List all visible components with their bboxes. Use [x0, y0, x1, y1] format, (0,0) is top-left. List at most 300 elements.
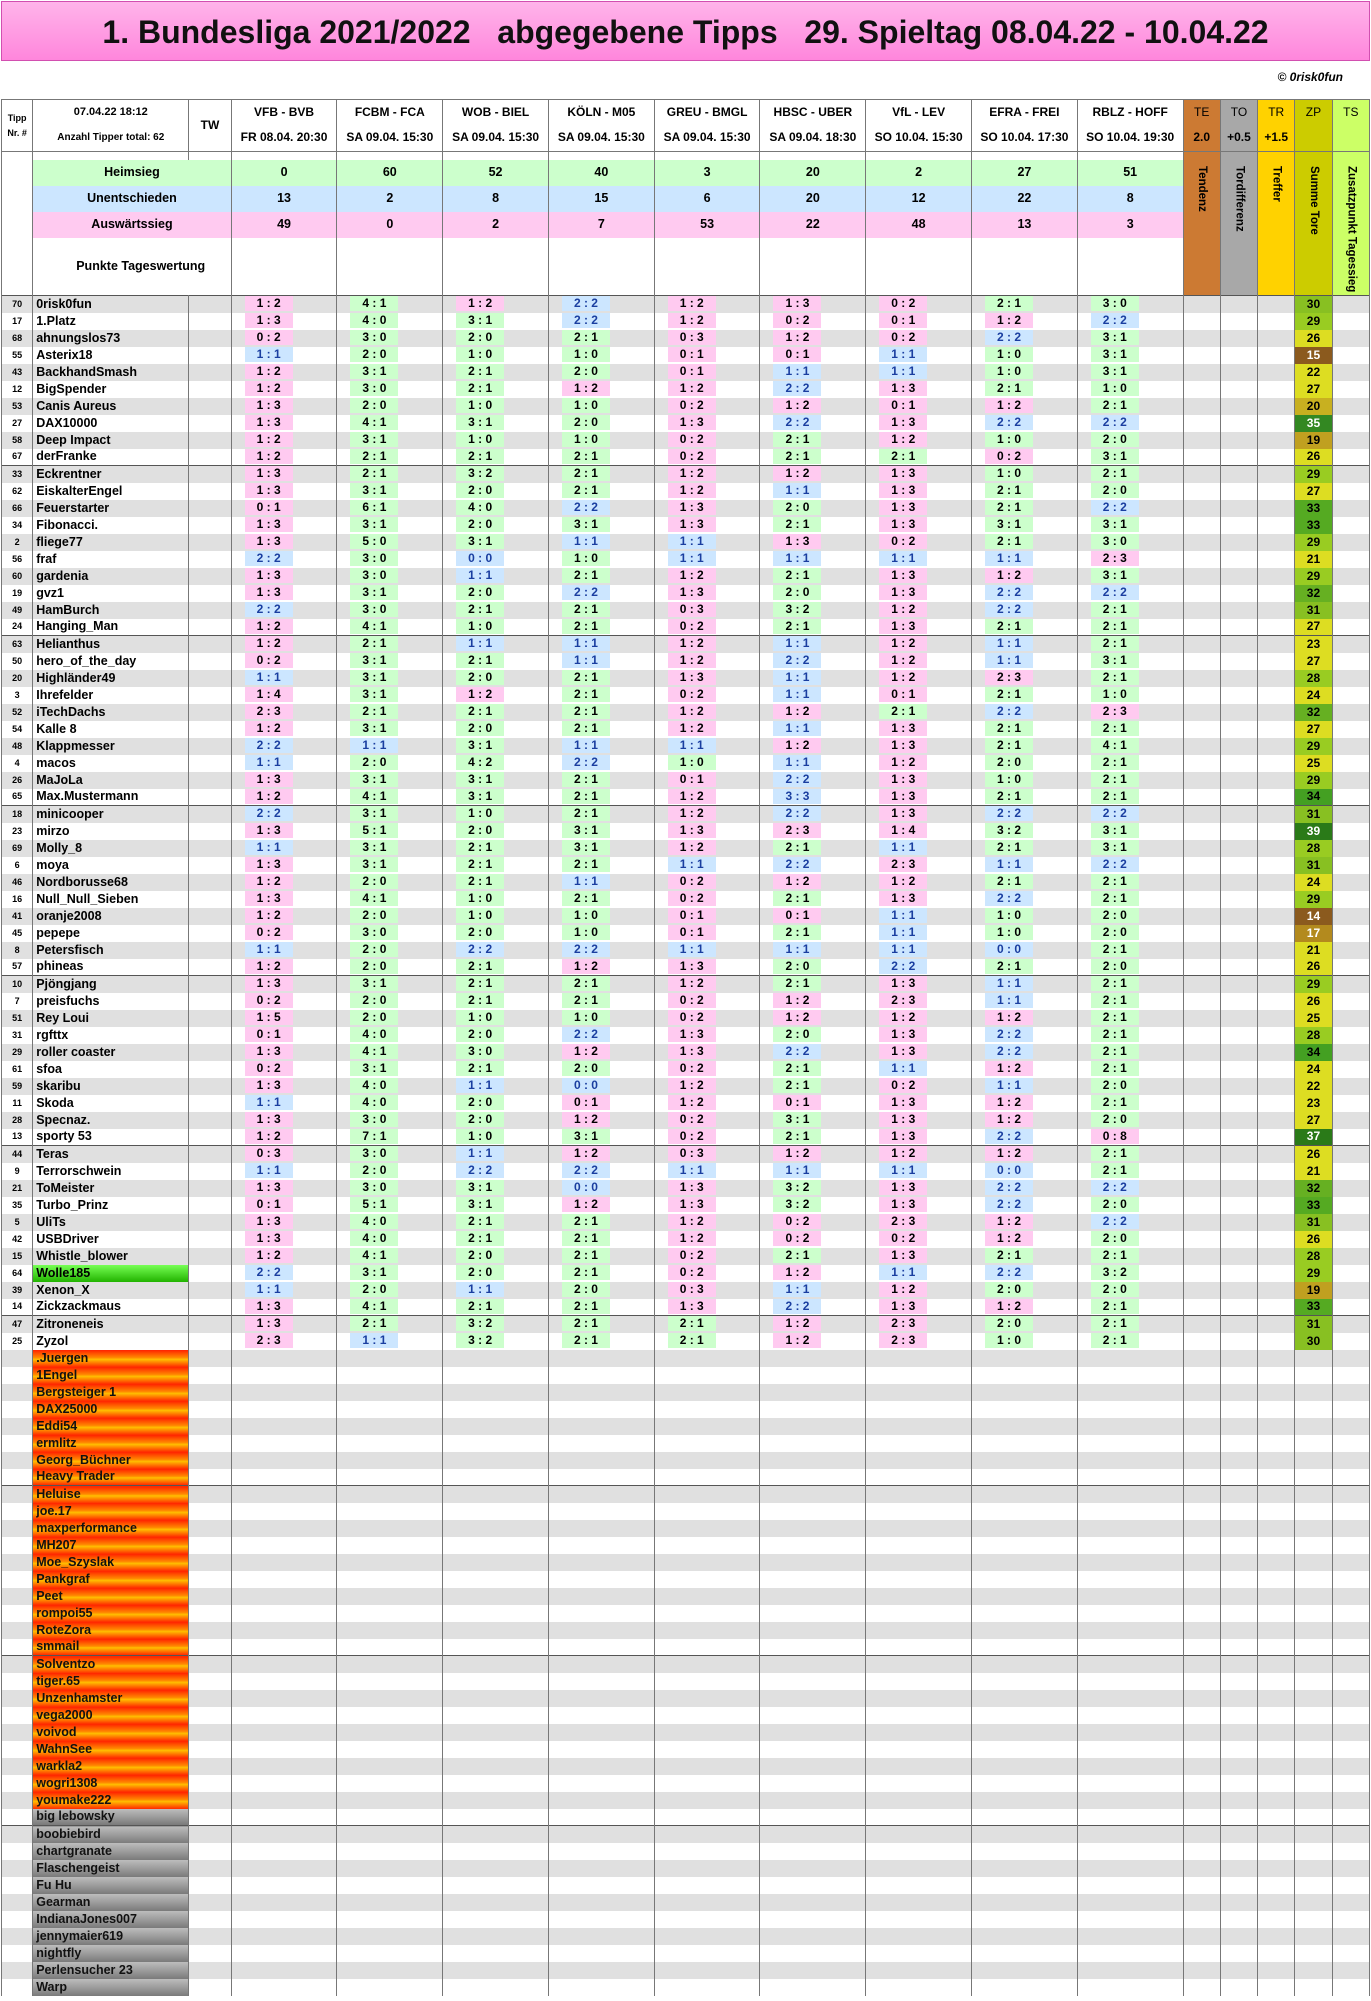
tip-score: 2 : 0	[1091, 1231, 1139, 1246]
zp-score: 31	[1295, 806, 1332, 823]
table-row-missing	[2, 1894, 1370, 1911]
tipper-name: fraf	[33, 551, 189, 568]
table-row	[2, 789, 1370, 806]
tip-score: 2 : 0	[350, 874, 398, 889]
tip-score: 1 : 1	[773, 670, 821, 685]
tip-score: 1 : 3	[245, 1214, 293, 1229]
tipper-name: Xenon_X	[33, 1282, 189, 1299]
tip-score: 2 : 1	[562, 483, 610, 498]
tip-score: 2 : 1	[1091, 789, 1139, 804]
tip-score: 2 : 3	[245, 704, 293, 719]
tip-score: 1 : 1	[773, 551, 821, 566]
tip-score: 2 : 1	[1091, 772, 1139, 787]
tip-score: 1 : 3	[668, 517, 716, 532]
table-row-missing	[2, 1843, 1370, 1860]
tip-score: 1 : 2	[773, 874, 821, 889]
tip-score: 1 : 0	[456, 1129, 504, 1144]
tip-score: 0 : 0	[562, 1078, 610, 1093]
table-row	[2, 840, 1370, 857]
tipper-name: MH207	[33, 1537, 189, 1554]
tip-score: 3 : 0	[350, 381, 398, 396]
tip-score: 1 : 1	[879, 908, 927, 923]
tip-score: 1 : 2	[668, 806, 716, 821]
tip-score: 3 : 1	[562, 823, 610, 838]
tip-score: 2 : 2	[562, 296, 610, 311]
tip-score: 1 : 2	[985, 313, 1033, 328]
tip-score: 2 : 1	[985, 959, 1033, 974]
tip-score: 1 : 3	[879, 738, 927, 753]
zp-score: 29	[1295, 976, 1332, 993]
bonus-value-te: 2.0	[1183, 125, 1220, 152]
table-row-missing	[2, 1707, 1370, 1724]
tip-score: 4 : 0	[350, 1214, 398, 1229]
tip-score: 2 : 1	[1091, 1163, 1139, 1178]
tip-score: 2 : 1	[985, 500, 1033, 515]
tip-score: 0 : 2	[773, 313, 821, 328]
stat-value: 60	[337, 160, 443, 186]
tipp-nr: 29	[2, 1044, 33, 1061]
tip-score: 1 : 2	[562, 1112, 610, 1127]
tip-score: 2 : 2	[985, 891, 1033, 906]
stat-value: 0	[231, 160, 337, 186]
tip-score: 3 : 1	[1091, 823, 1139, 838]
zp-score: 33	[1295, 500, 1332, 517]
table-row	[2, 500, 1370, 517]
zp-score: 27	[1295, 483, 1332, 500]
zp-score: 31	[1295, 1316, 1332, 1333]
tip-score: 2 : 1	[985, 840, 1033, 855]
tipper-name: Skoda	[33, 1095, 189, 1112]
table-row-missing	[2, 1775, 1370, 1792]
stat-label-heim: Heimsieg	[33, 160, 231, 186]
zp-score: 31	[1295, 857, 1332, 874]
tip-score: 3 : 0	[350, 1180, 398, 1195]
zp-score: 32	[1295, 585, 1332, 602]
table-row	[2, 976, 1370, 993]
table-row	[2, 347, 1370, 364]
zp-score: 29	[1295, 738, 1332, 755]
stat-value: 53	[654, 212, 760, 238]
tipp-nr-header: Tipp Nr. #	[2, 100, 33, 152]
tip-score: 1 : 3	[668, 585, 716, 600]
tip-score: 1 : 3	[668, 1197, 716, 1212]
tipp-nr: 42	[2, 1231, 33, 1248]
tip-score: 2 : 2	[985, 415, 1033, 430]
tip-score: 2 : 1	[562, 602, 610, 617]
tip-score: 1 : 3	[245, 1299, 293, 1314]
tipp-nr: 48	[2, 738, 33, 755]
tip-score: 2 : 0	[456, 1095, 504, 1110]
tip-score: 1 : 2	[668, 466, 716, 481]
tip-score: 1 : 1	[562, 874, 610, 889]
tip-score: 1 : 3	[245, 1044, 293, 1059]
tip-score: 1 : 2	[668, 296, 716, 311]
tip-score: 2 : 1	[773, 840, 821, 855]
tip-score: 0 : 1	[668, 908, 716, 923]
tip-score: 1 : 3	[245, 772, 293, 787]
tip-score: 1 : 3	[879, 1129, 927, 1144]
tip-score: 1 : 2	[773, 398, 821, 413]
tip-score: 1 : 2	[879, 1146, 927, 1161]
tipper-name: USBDriver	[33, 1231, 189, 1248]
tip-score: 2 : 2	[562, 313, 610, 328]
zp-score: 32	[1295, 1180, 1332, 1197]
tipper-name: HamBurch	[33, 602, 189, 619]
table-row	[2, 806, 1370, 823]
bonus-code-to: TO	[1220, 100, 1257, 125]
table-row	[2, 704, 1370, 721]
zp-score: 27	[1295, 721, 1332, 738]
tip-score: 3 : 1	[350, 585, 398, 600]
tip-score: 1 : 0	[456, 347, 504, 362]
tip-score: 2 : 0	[456, 721, 504, 736]
table-row	[2, 738, 1370, 755]
tipper-name: warkla2	[33, 1758, 189, 1775]
tip-score: 0 : 1	[879, 313, 927, 328]
tip-score: 1 : 2	[668, 840, 716, 855]
tip-score: 3 : 0	[456, 1044, 504, 1059]
tipper-name: Eddi54	[33, 1418, 189, 1435]
tipp-nr: 55	[2, 347, 33, 364]
tipper-name: Teras	[33, 1146, 189, 1163]
tip-score: 1 : 2	[985, 1112, 1033, 1127]
tip-score: 0 : 8	[1091, 1129, 1139, 1144]
stat-value: 12	[866, 186, 972, 212]
tip-score: 1 : 0	[456, 398, 504, 413]
table-row	[2, 568, 1370, 585]
tip-score: 4 : 0	[350, 313, 398, 328]
zp-score: 19	[1295, 432, 1332, 449]
tip-score: 0 : 2	[245, 925, 293, 940]
tip-score: 2 : 1	[773, 449, 821, 464]
table-row-missing	[2, 1758, 1370, 1775]
tip-score: 1 : 1	[456, 1078, 504, 1093]
tip-score: 3 : 1	[562, 840, 610, 855]
tip-score: 1 : 3	[668, 415, 716, 430]
tipp-nr: 47	[2, 1316, 33, 1333]
tip-score: 1 : 0	[562, 398, 610, 413]
table-row	[2, 534, 1370, 551]
stat-value: 3	[1077, 212, 1183, 238]
tip-score: 3 : 1	[350, 721, 398, 736]
tip-score: 2 : 1	[562, 704, 610, 719]
tipper-name: Eckrentner	[33, 466, 189, 483]
tip-score: 1 : 2	[245, 381, 293, 396]
tip-score: 1 : 1	[350, 1333, 398, 1348]
tip-score: 1 : 2	[773, 1333, 821, 1348]
tip-score: 1 : 2	[456, 296, 504, 311]
tipper-name: Whistle_blower	[33, 1248, 189, 1265]
tip-score: 1 : 2	[245, 364, 293, 379]
bonus-label-te: Tendenz	[1183, 160, 1220, 296]
tipp-nr: 70	[2, 296, 33, 313]
tip-score: 1 : 1	[985, 636, 1033, 651]
zp-score: 29	[1295, 772, 1332, 789]
table-row	[2, 381, 1370, 398]
tipper-name: gvz1	[33, 585, 189, 602]
tip-score: 0 : 1	[668, 364, 716, 379]
tip-score: 1 : 3	[879, 500, 927, 515]
tipper-name: Flaschengeist	[33, 1860, 189, 1877]
bonus-label-ts: Zusatzpunkt Tagessieg	[1332, 160, 1369, 296]
tip-score: 2 : 2	[1091, 806, 1139, 821]
stat-value: 3	[654, 160, 760, 186]
zp-score: 37	[1295, 1129, 1332, 1146]
table-row	[2, 415, 1370, 432]
tip-score: 1 : 3	[879, 772, 927, 787]
tipper-name: maxperformance	[33, 1520, 189, 1537]
tipp-nr: 9	[2, 1163, 33, 1180]
tipper-name: wogri1308	[33, 1775, 189, 1792]
tip-score: 2 : 1	[985, 1248, 1033, 1263]
tipp-nr: 43	[2, 364, 33, 381]
tipper-name: Perlensucher 23	[33, 1962, 189, 1979]
match-date: SA 09.04. 15:30	[654, 125, 760, 152]
table-row	[2, 857, 1370, 874]
tip-score: 1 : 2	[245, 1129, 293, 1144]
tip-score: 3 : 1	[350, 483, 398, 498]
tip-score: 1 : 2	[773, 1316, 821, 1331]
zp-score: 34	[1295, 1044, 1332, 1061]
tip-score: 2 : 0	[456, 1248, 504, 1263]
table-row	[2, 1010, 1370, 1027]
tip-score: 2 : 1	[1091, 466, 1139, 481]
tip-score: 1 : 1	[245, 347, 293, 362]
tipper-name: Turbo_Prinz	[33, 1197, 189, 1214]
table-row	[2, 466, 1370, 483]
tip-score: 2 : 1	[1091, 976, 1139, 991]
tip-score: 1 : 2	[773, 1146, 821, 1161]
tip-score: 1 : 2	[245, 789, 293, 804]
tip-score: 2 : 0	[350, 1010, 398, 1025]
tip-score: 3 : 2	[456, 466, 504, 481]
table-row	[2, 398, 1370, 415]
tip-score: 1 : 3	[879, 415, 927, 430]
tip-score: 2 : 1	[562, 721, 610, 736]
tip-score: 2 : 0	[1091, 959, 1139, 974]
tip-score: 1 : 2	[668, 976, 716, 991]
tip-score: 1 : 3	[668, 500, 716, 515]
tip-score: 1 : 1	[773, 636, 821, 651]
tip-score: 1 : 1	[245, 1163, 293, 1178]
tipp-nr: 26	[2, 772, 33, 789]
table-row-missing	[2, 1588, 1370, 1605]
tipp-nr: 59	[2, 1078, 33, 1095]
tipper-name: tiger.65	[33, 1673, 189, 1690]
zp-score: 27	[1295, 381, 1332, 398]
tip-score: 4 : 0	[350, 1027, 398, 1042]
tipp-nr: 6	[2, 857, 33, 874]
tip-score: 5 : 0	[350, 534, 398, 549]
tip-score: 2 : 1	[456, 874, 504, 889]
tip-score: 1 : 3	[879, 568, 927, 583]
tip-score: 1 : 2	[562, 959, 610, 974]
tip-score: 2 : 0	[350, 942, 398, 957]
tip-score: 1 : 0	[456, 908, 504, 923]
tip-score: 0 : 2	[668, 874, 716, 889]
table-row	[2, 313, 1370, 330]
tipper-name: MaJoLa	[33, 772, 189, 789]
tip-score: 0 : 1	[773, 1095, 821, 1110]
table-row	[2, 1078, 1370, 1095]
tip-score: 1 : 1	[245, 942, 293, 957]
tip-score: 2 : 1	[1091, 1299, 1139, 1314]
tip-score: 1 : 0	[985, 466, 1033, 481]
tip-score: 0 : 1	[879, 687, 927, 702]
tip-score: 2 : 1	[562, 466, 610, 481]
tip-score: 4 : 0	[350, 1231, 398, 1246]
page-title-banner: 1. Bundesliga 2021/2022 abgegebene Tipps 29. Spieltag 08.04.22 - 10.04.22	[1, 1, 1370, 61]
tip-score: 2 : 1	[985, 296, 1033, 311]
tipp-nr: 19	[2, 585, 33, 602]
tip-score: 1 : 1	[562, 653, 610, 668]
stat-value: 22	[972, 186, 1078, 212]
tip-score: 1 : 0	[985, 347, 1033, 362]
tipper-name: Zyzol	[33, 1333, 189, 1350]
tip-score: 2 : 1	[562, 687, 610, 702]
tip-score: 2 : 1	[456, 976, 504, 991]
tip-score: 2 : 1	[668, 1316, 716, 1331]
tip-score: 2 : 2	[773, 772, 821, 787]
tip-score: 2 : 1	[985, 721, 1033, 736]
tip-score: 1 : 0	[985, 364, 1033, 379]
tipper-name: Klappmesser	[33, 738, 189, 755]
zp-score: 28	[1295, 1027, 1332, 1044]
tipper-name: Molly_8	[33, 840, 189, 857]
tip-score: 2 : 1	[562, 806, 610, 821]
tip-score: 3 : 0	[350, 568, 398, 583]
stat-value: 2	[337, 186, 443, 212]
tip-score: 1 : 3	[245, 534, 293, 549]
tip-score: 2 : 1	[1091, 619, 1139, 634]
tip-score: 2 : 0	[1091, 432, 1139, 447]
tip-score: 1 : 3	[879, 976, 927, 991]
tipp-nr: 13	[2, 1129, 33, 1146]
tipper-name: Deep Impact	[33, 432, 189, 449]
tip-score: 1 : 3	[773, 534, 821, 549]
tipper-name: Max.Mustermann	[33, 789, 189, 806]
tip-score: 0 : 2	[668, 449, 716, 464]
zp-score: 19	[1295, 1282, 1332, 1299]
tip-score: 1 : 1	[562, 738, 610, 753]
tip-score: 2 : 1	[350, 704, 398, 719]
tip-score: 2 : 1	[350, 449, 398, 464]
tip-score: 3 : 3	[773, 789, 821, 804]
tipper-name: moya	[33, 857, 189, 874]
tip-score: 2 : 3	[985, 670, 1033, 685]
tip-score: 0 : 2	[245, 993, 293, 1008]
tip-score: 0 : 2	[773, 1231, 821, 1246]
tip-score: 1 : 1	[773, 755, 821, 770]
tip-score: 2 : 1	[456, 1214, 504, 1229]
tip-score: 1 : 1	[985, 551, 1033, 566]
tipper-name: 1Engel	[33, 1367, 189, 1384]
tip-score: 3 : 1	[350, 976, 398, 991]
tip-score: 3 : 1	[350, 670, 398, 685]
tipper-name: fliege77	[33, 534, 189, 551]
tip-score: 2 : 0	[456, 670, 504, 685]
tip-score: 3 : 1	[985, 517, 1033, 532]
tip-score: 2 : 1	[1091, 398, 1139, 413]
tip-score: 1 : 3	[879, 789, 927, 804]
zp-score: 25	[1295, 1010, 1332, 1027]
tipper-name: 1.Platz	[33, 313, 189, 330]
tip-score: 1 : 2	[668, 1078, 716, 1093]
tip-score: 0 : 1	[668, 772, 716, 787]
table-row-missing	[2, 1809, 1370, 1826]
tip-score: 2 : 0	[456, 925, 504, 940]
tipper-name: oranje2008	[33, 908, 189, 925]
tipper-name: ermlitz	[33, 1435, 189, 1452]
bonus-value-zp	[1295, 125, 1332, 152]
tip-score: 1 : 1	[879, 551, 927, 566]
tip-score: 1 : 2	[879, 432, 927, 447]
tip-score: 0 : 2	[668, 1265, 716, 1280]
tip-score: 1 : 0	[456, 619, 504, 634]
stat-value: 7	[548, 212, 654, 238]
tipp-nr: 11	[2, 1095, 33, 1112]
tip-score: 2 : 1	[456, 857, 504, 872]
tip-score: 1 : 3	[879, 517, 927, 532]
tip-score: 2 : 2	[1091, 857, 1139, 872]
tip-score: 2 : 1	[1091, 1316, 1139, 1331]
tip-score: 2 : 0	[350, 908, 398, 923]
bonus-value-ts	[1332, 125, 1369, 152]
table-row	[2, 959, 1370, 976]
tipp-nr: 8	[2, 942, 33, 959]
zp-score: 26	[1295, 1146, 1332, 1163]
tipper-name: ahnungslos73	[33, 330, 189, 347]
tip-score: 4 : 1	[350, 789, 398, 804]
tip-score: 0 : 2	[879, 534, 927, 549]
tip-score: 0 : 2	[668, 1129, 716, 1144]
table-row	[2, 993, 1370, 1010]
tip-score: 2 : 1	[456, 1231, 504, 1246]
tip-score: 0 : 2	[668, 891, 716, 906]
tip-score: 1 : 2	[668, 1214, 716, 1229]
tipp-nr: 24	[2, 619, 33, 636]
tip-score: 0 : 0	[985, 1163, 1033, 1178]
tip-score: 2 : 1	[1091, 755, 1139, 770]
tip-score: 2 : 0	[350, 993, 398, 1008]
bonus-code-tr: TR	[1258, 100, 1295, 125]
tipper-name: derFranke	[33, 449, 189, 466]
tip-score: 1 : 1	[879, 1163, 927, 1178]
tip-score: 2 : 1	[773, 891, 821, 906]
tipp-nr: 53	[2, 398, 33, 415]
tipper-name: Solventzo	[33, 1656, 189, 1673]
tip-score: 3 : 0	[350, 925, 398, 940]
tip-score: 2 : 1	[456, 1061, 504, 1076]
table-row-missing	[2, 1741, 1370, 1758]
tipper-name: IndianaJones007	[33, 1911, 189, 1928]
tip-score: 1 : 1	[773, 1282, 821, 1297]
tip-score: 2 : 3	[879, 857, 927, 872]
tip-score: 2 : 1	[562, 1316, 610, 1331]
tip-score: 2 : 2	[773, 653, 821, 668]
tip-score: 2 : 2	[985, 704, 1033, 719]
tip-score: 3 : 1	[1091, 840, 1139, 855]
tip-score: 1 : 3	[879, 1248, 927, 1263]
tip-score: 2 : 1	[668, 1333, 716, 1348]
tip-score: 0 : 2	[879, 330, 927, 345]
tip-score: 2 : 2	[773, 1299, 821, 1314]
tip-score: 1 : 2	[879, 1010, 927, 1025]
tipper-name: Zitroneneis	[33, 1316, 189, 1333]
tip-score: 2 : 0	[456, 1027, 504, 1042]
tip-score: 7 : 1	[350, 1129, 398, 1144]
table-row-missing	[2, 1367, 1370, 1384]
